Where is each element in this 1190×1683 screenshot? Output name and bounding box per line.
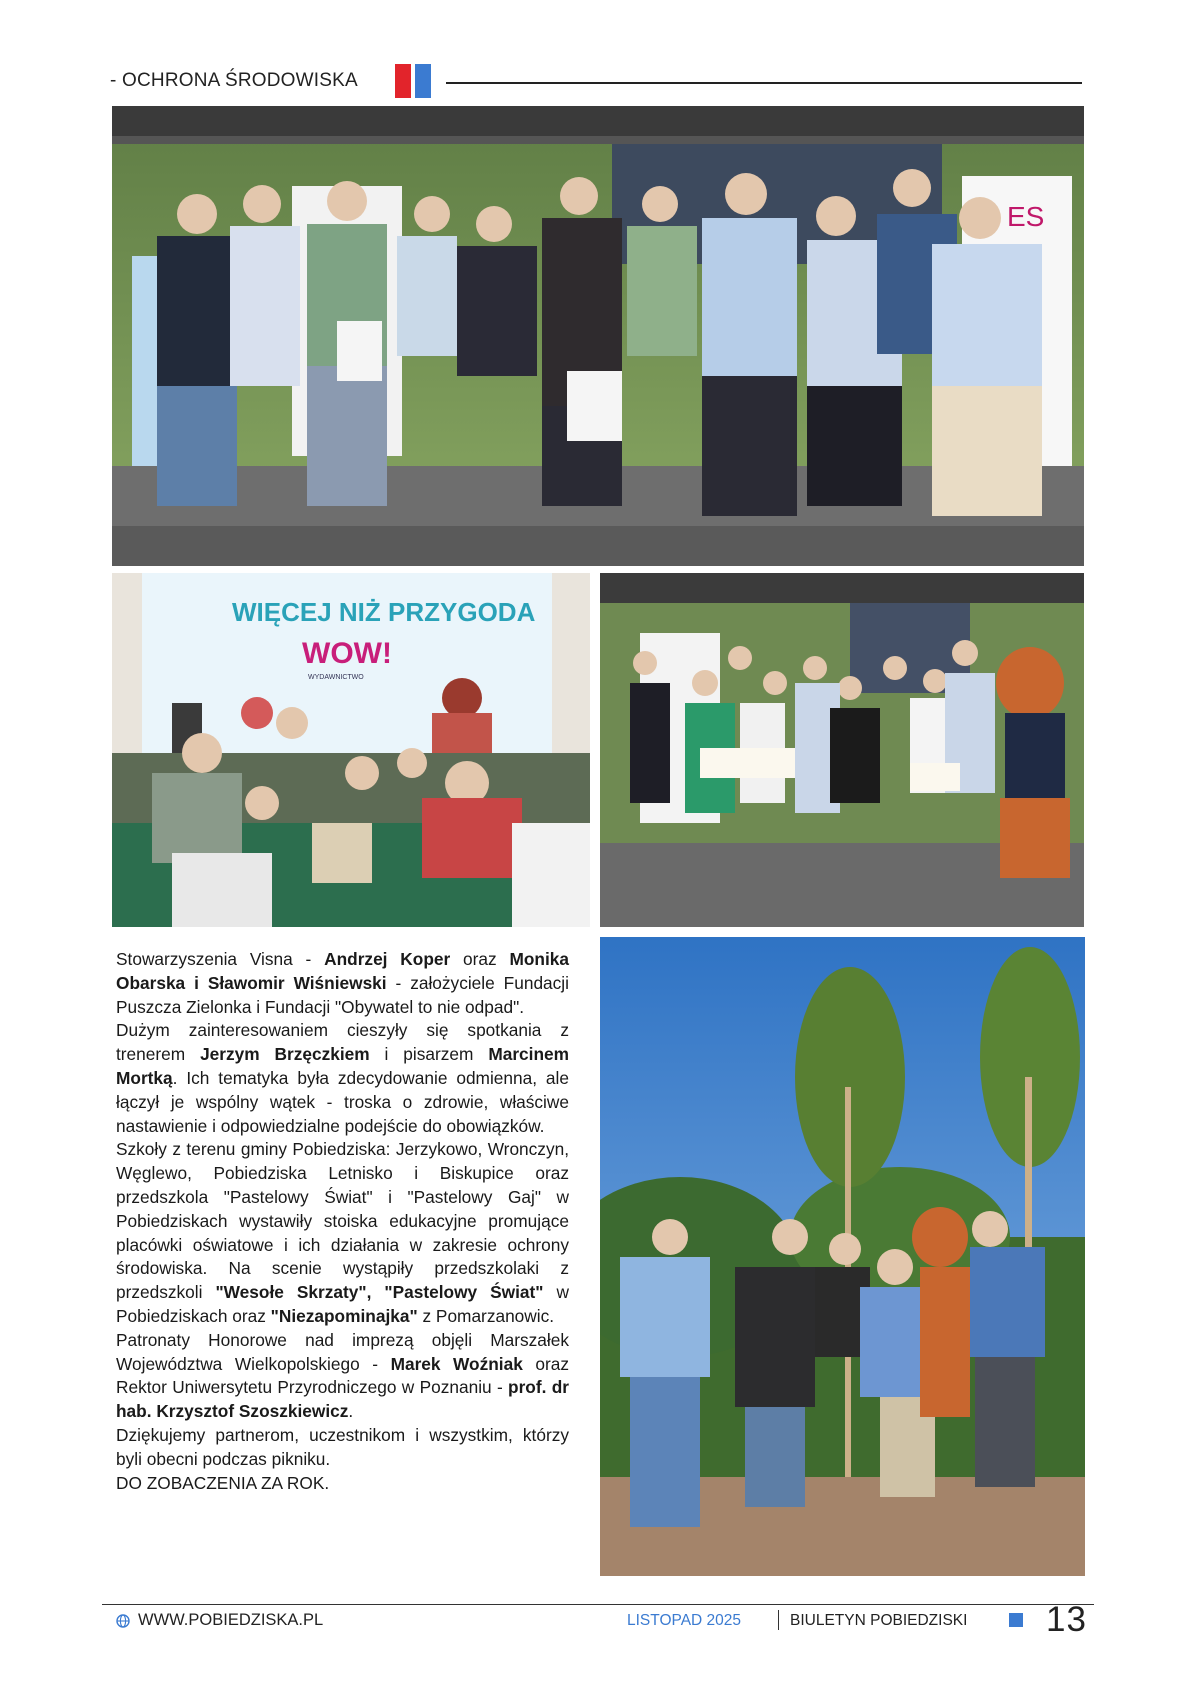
article-paragraph-2: Dużym zainteresowaniem cieszyły się spotkania z trenerem Jerzym Brzęczkiem i pisarzem Marcinem Mortką. Ich tematyka była zdecydowanie odmienna, ale łączył je wspólny wątek - troska o zdrowie, właściwe nastawienie i odpowiedzialne podejście do obowiązków. [116, 1020, 569, 1136]
p1-sign-text: ES [1007, 201, 1045, 232]
footer-square-icon [1009, 1613, 1023, 1627]
section-flag-red [395, 64, 411, 98]
footer-issue-date: LISTOPAD 2025 [627, 1612, 742, 1629]
article-body [116, 948, 569, 1495]
page-number: 13 [1046, 1600, 1087, 1639]
section-flag-blue [415, 64, 431, 98]
article-paragraph-3: Szkoły z terenu gminy Pobiedziska: Jerzykowo, Wronczyn, Węglewo, Pobiedziska Letnisko i Biskupice oraz przedszkola "Pastelowy Świat" i "Pastelowy Gaj" w Pobiedziskach wystawiły stoiska edukacyjne promujące placówki oświatowe i ich działania w zakresie ochrony środowiska. Na scenie wystąpiły przedszkolaki z przedszkoli "Wesołe Skrzaty", "Pastelowy Świat" w Pobiedziskach oraz "Niezapominajka" z Pomarzanowic. [116, 1139, 570, 1326]
photo-award-winners [600, 573, 1084, 927]
footer-website-text: WWW.POBIEDZISKA.PL [138, 1611, 324, 1629]
footer-separator [778, 1610, 779, 1630]
photo-author-meeting [112, 573, 590, 927]
section-title: - OCHRONA ŚRODOWISKA [110, 70, 358, 91]
footer-rule [102, 1604, 1094, 1605]
photo-group-on-stage [112, 106, 1084, 566]
article-paragraph-4: Patronaty Honorowe nad imprezą objęli Marszałek Województwa Wielkopolskiego - Marek Woźniak oraz Rektor Uniwersytetu Przyrodniczego w Poznaniu - prof. dr hab. Krzysztof Szoszkiewicz. [116, 1329, 570, 1422]
article-paragraph-1: Stowarzyszenia Visna - Andrzej Koper oraz Monika Obarska i Sławomir Wiśniewski - założyciele Fundacji Puszcza Zielonka i Fundacji "Obywatel to nie odpad". [116, 949, 569, 1017]
footer-bulletin-title: BIULETYN POBIEDZISKI [790, 1612, 968, 1629]
globe-icon [116, 1614, 130, 1628]
article-closing: DO ZOBACZENIA ZA ROK. [116, 1472, 330, 1493]
p2-logo-sub: WYDAWNICTWO [308, 674, 364, 681]
footer-website[interactable] [116, 1611, 323, 1630]
p2-banner-text: WIĘCEJ NIŻ PRZYGODA [232, 597, 536, 627]
photo-tree-planting [600, 937, 1085, 1576]
article-paragraph-5: Dziękujemy partnerom, uczestnikom i wszystkim, którzy byli obecni podczas pikniku. [116, 1424, 569, 1469]
p2-logo-text: WOW! [302, 637, 392, 670]
header-rule [446, 82, 1082, 84]
